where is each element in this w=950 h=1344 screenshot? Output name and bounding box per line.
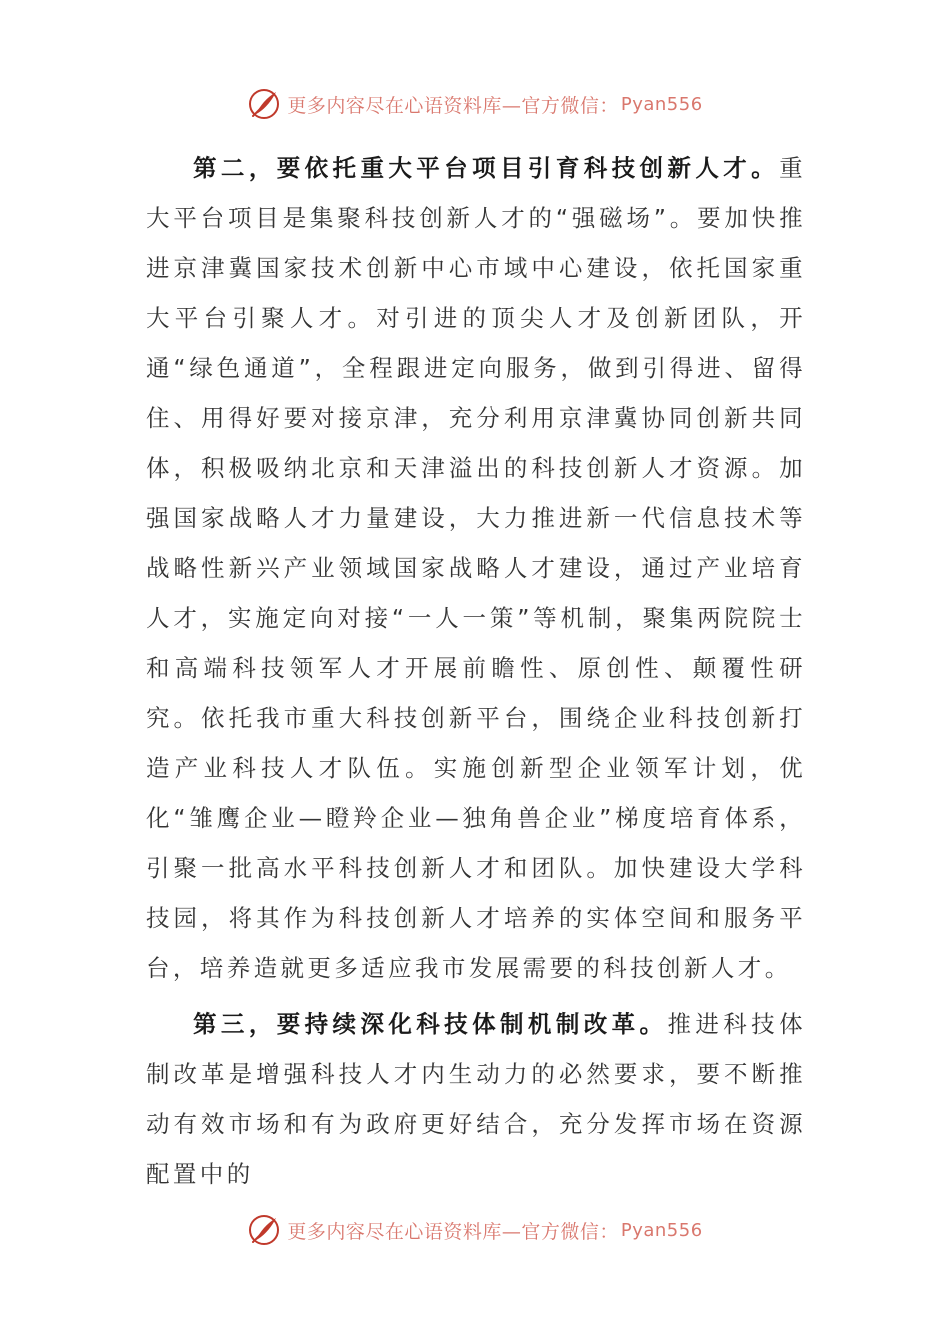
paragraph-third [146, 999, 806, 1199]
quill-logo-icon [247, 87, 281, 121]
watermark-banner-top [0, 79, 950, 129]
paragraph-body: 重大平台项目是集聚科技创新人才的“强磁场”。要加快推进京津冀国家技术创新中心市域中心建设，依托国家重大平台引聚人才。对引进的顶尖人才及创新团队，开通“绿色通道”，全程跟进定向服务，做到引得进、留得住、用得好要对接京津，充分利用京津冀协同创新共同体，积极吸纳北京和天津溢出的科技创新人才资源。加强国家战略人才力量建设，大力推进新一代信息技术等战略性新兴产业领域国家战略人才建设，通过产业培育人才，实施定向对接“一人一策”等机制，聚集两院院士和高端科技领军人才开展前瞻性、原创性、颠覆性研究。依托我市重大科技创新平台，围绕企业科技创新打造产业科技人才队伍。实施创新型企业领军计划，优化“雏鹰企业—瞪羚企业—独角兽企业”梯度培育体系，引聚一批高水平科技创新人才和团队。加快建设大学科技园，将其作为科技创新人才培养的实体空间和服务平台，培养造就更多适应我市发展需要的科技创新人才。 [146, 154, 806, 982]
watermark-text: 更多内容尽在心语资料库—官方微信： [287, 94, 619, 117]
quill-logo-icon [247, 1213, 281, 1247]
paragraph-second [146, 143, 806, 993]
watermark-banner-bottom [0, 1205, 950, 1255]
paragraph-body: 推进科技体制改革是增强科技人才内生动力的必然要求，要不断推动有效市场和有为政府更好结合，充分发挥市场在资源配置中的 [146, 1010, 806, 1188]
watermark-handle: Pyan556 [620, 1219, 703, 1241]
paragraph-heading: 第三，要持续深化科技体制机制改革。 [193, 1010, 668, 1038]
watermark-text: 更多内容尽在心语资料库—官方微信： [287, 1220, 619, 1243]
watermark-handle: Pyan556 [620, 93, 703, 115]
paragraph-heading: 第二，要依托重大平台项目引育科技创新人才。 [193, 154, 780, 182]
document-body [146, 143, 806, 1199]
